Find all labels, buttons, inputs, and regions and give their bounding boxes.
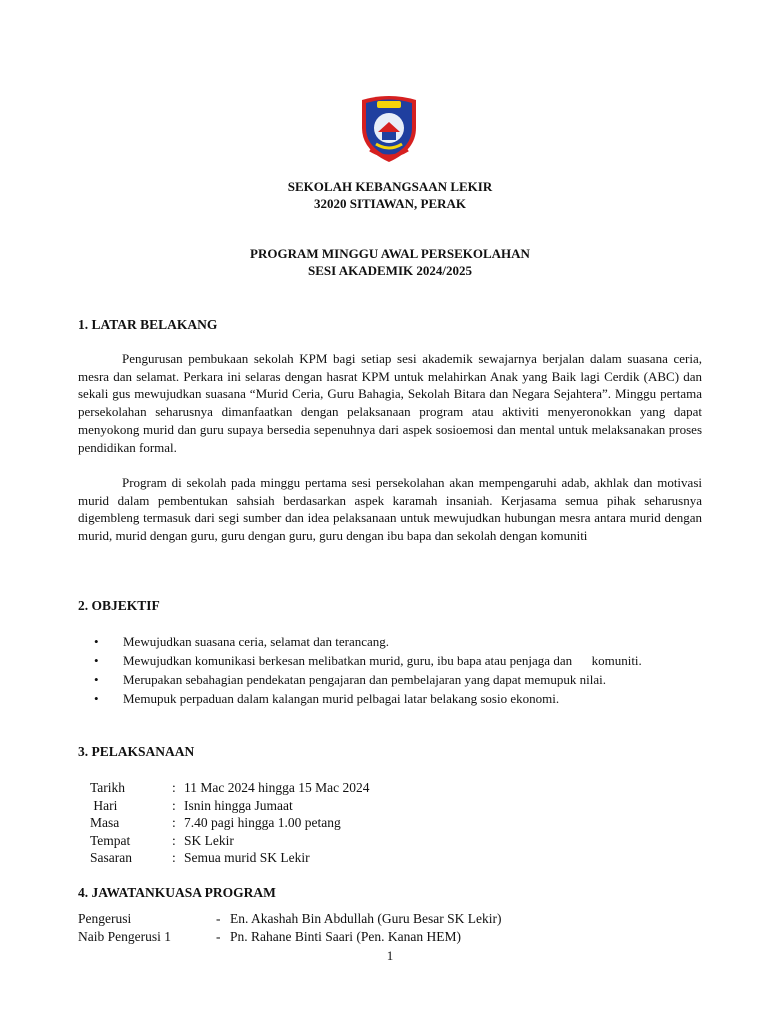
page-number: 1 xyxy=(386,948,394,963)
bullet-icon: • xyxy=(94,653,99,668)
paragraph-latar-2: Program di sekolah pada minggu pertama sesi persekolahan akan mempengaruhi adab, akhlak dan motivasi murid dalam pembentukan sahsiah berdasarkan aspek karamah insaniah. Kerjasama semua pihak seharusnya digembleng termasuk dari segi sumber dan idea pelaksanaan untuk mewujudkan hubungan mesra antara murid dengan murid, murid dengan guru, guru dengan guru, guru dengan ibu bapa dan sekolah dengan komuniti xyxy=(78,475,702,544)
committee-table xyxy=(78,910,501,945)
table-row: Naib Pengerusi 1 - Pn. Rahane Binti Saari (Pen. Kanan HEM) xyxy=(78,928,461,944)
pelaksanaan-table xyxy=(90,779,369,867)
program-title: PROGRAM MINGGU AWAL PERSEKOLAHAN xyxy=(250,246,530,261)
section-heading-pelaksanaan: 3. PELAKSANAAN xyxy=(78,744,195,759)
objective-item: • Mewujudkan komunikasi berkesan melibatkan murid, guru, ibu bapa atau penjaga dan komuniti. xyxy=(94,653,642,668)
school-name: SEKOLAH KEBANGSAAN LEKIR xyxy=(287,179,493,194)
table-row: Masa : 7.40 pagi hingga 1.00 petang xyxy=(90,815,341,830)
school-address: 32020 SITIAWAN, PERAK xyxy=(313,196,467,211)
table-row: Tarikh : 11 Mac 2024 hingga 15 Mac 2024 xyxy=(90,780,370,795)
bullet-icon: • xyxy=(94,672,99,687)
paragraph-latar-1: Pengurusan pembukaan sekolah KPM bagi setiap sesi akademik sewajarnya berjalan dalam suasana ceria, mesra dan selamat. Perkara ini selaras dengan hasrat KPM untuk melahirkan Anak yang Baik lagi Cerdik (ABC) dan sekali gus mewujudkan suasana “Murid Ceria, Guru Bahagia, Sekolah Bitara dan Negara Sejahtera”. Minggu pertama persekolahan seharusnya dimanfaatkan dengan pelaksanaan program atau aktiviti menyeronokkan yang dapat menyokong murid dan guru supaya bersedia sepenuhnya dari aspek sosioemosi dan mental untuk melaksanakan proses pendidikan formal. xyxy=(78,351,702,455)
bullet-icon: • xyxy=(94,634,99,649)
table-row: Hari : Isnin hingga Jumaat xyxy=(90,797,293,813)
objective-list xyxy=(78,633,718,709)
program-session: SESI AKADEMIK 2024/2025 xyxy=(308,263,472,278)
table-row: Pengerusi - En. Akashah Bin Abdullah (Guru Besar SK Lekir) xyxy=(78,911,502,926)
table-row: Sasaran : Semua murid SK Lekir xyxy=(90,850,310,865)
table-row: Tempat : SK Lekir xyxy=(90,832,234,848)
objective-item: • Memupuk perpaduan dalam kalangan murid pelbagai latar belakang sosio ekonomi. xyxy=(94,691,560,706)
objective-item: • Mewujudkan suasana ceria, selamat dan terancang. xyxy=(94,634,390,649)
section-heading-objektif: 2. OBJEKTIF xyxy=(78,598,160,613)
bullet-icon: • xyxy=(94,691,99,706)
school-crest-logo xyxy=(356,94,422,164)
section-heading-latar-belakang: 1. LATAR BELAKANG xyxy=(78,317,218,332)
section-heading-jawatankuasa: 4. JAWATANKUASA PROGRAM xyxy=(78,885,276,900)
objective-item: • Merupakan sebahagian pendekatan pengajaran dan pembelajaran yang dapat memupuk nilai. xyxy=(94,672,606,687)
